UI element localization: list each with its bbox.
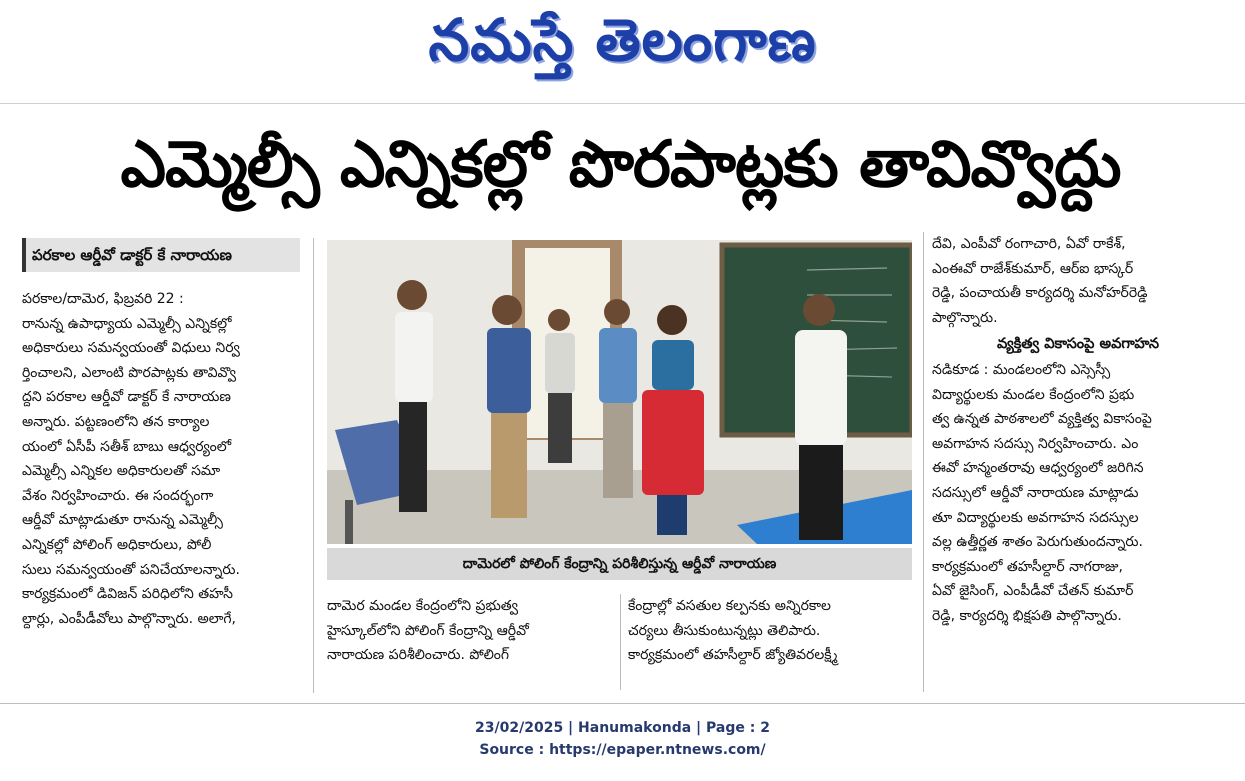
column-divider (620, 594, 621, 690)
text-line: వేశం నిర్వహించారు. ఈ సందర్భంగా (22, 487, 214, 504)
text-line: రానున్న ఉపాధ్యాయ ఎమ్మెల్సీ ఎన్నికల్లో (22, 315, 232, 332)
text-line: నారాయణ పరిశీలించారు. పోలింగ్ (327, 647, 510, 664)
text-line: ఆర్డీవో మాట్లాడుతూ రానున్న ఎమ్మెల్సీ (22, 512, 223, 529)
text-line: సదస్సులో ఆర్డీవో నారాయణ మాట్లాడు (932, 484, 1139, 501)
text-line: తూ విద్యార్థులకు అవగాహన సదస్సుల (932, 509, 1139, 526)
text-line: ఎమ్మెల్సీ ఎన్నికల అధికారులతో సమా (22, 463, 221, 480)
text-line: పరకాల/దామెర, ఫిబ్రవరి 22 : (22, 291, 184, 307)
article-column-3 (628, 594, 915, 689)
headline: ఎమ్మెల్సీ ఎన్నికల్లో పొరపాట్లకు తావివ్వొద్దు (120, 128, 1121, 202)
text-line: ద్దని పరకాల ఆర్డీవో డాక్టర్ కే నారాయణ (22, 389, 231, 406)
bottom-rule (0, 703, 1245, 704)
text-line: ఏవో జైసింగ్, ఎంపీడీవో చేతన్ కుమార్ (932, 583, 1134, 600)
text-line: పాల్గొన్నారు. (932, 309, 998, 326)
top-rule (0, 103, 1245, 104)
column-divider (923, 232, 924, 692)
text-line: నడికూడ : మండలంలోని ఎస్సెస్సీ (932, 361, 1111, 378)
text-line: రెడ్డి, కార్యదర్శి భిక్షపతి పాల్గొన్నారు. (932, 607, 1122, 624)
article-column-2 (327, 594, 614, 689)
text-line: ర్తించాలని, ఎలాంటి పొరపాట్లకు తావివ్వొ (22, 364, 237, 381)
news-photo (327, 240, 912, 544)
footer-source: Source : https://epaper.ntnews.com/ (479, 742, 766, 758)
text-line: అన్నారు. పట్టణంలోని తన కార్యాల (22, 413, 210, 430)
text-line: సులు సమన్వయంతో పనిచేయాలన్నారు. (22, 561, 240, 578)
sub-headline: వ్యక్తిత్వ వికాసంపై అవగాహన (996, 336, 1160, 353)
photo-caption: దామెరలో పోలింగ్ కేంద్రాన్ని పరిశీలిస్తున్న ఆర్డీవో నారాయణ (327, 548, 912, 580)
text-line: రెడ్డి, పంచాయతీ కార్యదర్శి మనోహర్‌రెడ్డి (932, 285, 1148, 302)
footer-date-edition: 23/02/2025 | Hanumakonda | Page : 2 (475, 720, 770, 736)
text-line: హైస్కూల్‌లోని పోలింగ్ కేంద్రాన్ని ఆర్డీవో (327, 622, 529, 639)
text-line: కేంద్రాల్లో వసతుల కల్పనకు అన్నిరకాల (628, 598, 831, 614)
newspaper-logo: నమస్తే తెలంగాణ (428, 6, 817, 74)
text-line: ఎన్నికల్లో పోలింగ్ అధికారులు, పోలీ (22, 536, 212, 553)
text-line: వల్ల ఉత్తీర్ణత శాతం పెరుగుతుందన్నారు. (932, 534, 1143, 551)
photo-illustration (327, 240, 912, 544)
byline: పరకాల ఆర్డీవో డాక్టర్ కే నారాయణ (22, 238, 300, 272)
text-line: అధికారులు సమన్వయంతో విధులు నిర్వ (22, 340, 240, 357)
article-column-4 (932, 232, 1224, 692)
text-line: యంలో ఏసీపీ సతీశ్ బాబు ఆధ్వర్యంలో (22, 438, 232, 455)
masthead (0, 0, 1245, 100)
text-line: కార్యక్రమంలో తహసీల్దార్ నాగరాజు, (932, 558, 1123, 575)
text-line: ఈవో హన్మంతరావు ఆధ్వర్యంలో జరిగిన (932, 460, 1144, 477)
text-line: కార్యక్రమంలో తహసీల్దార్ జ్యోతివరలక్ష్మీ (628, 647, 838, 664)
text-line: దామెర మండల కేంద్రంలోని ప్రభుత్వ (327, 598, 519, 614)
text-line: ఎంఈవో రాజేశ్‌కుమార్, ఆర్ఐ భాస్కర్ (932, 260, 1134, 277)
column-divider (313, 238, 314, 693)
text-line: అవగాహన సదస్సు నిర్వహించారు. ఎం (932, 435, 1139, 452)
article-column-1 (22, 287, 304, 687)
text-line: దేవి, ఎంపీవో రంగాచారి, ఏవో రాకేశ్, (932, 236, 1126, 252)
text-line: ల్దార్లు, ఎంపీడీవోలు పాల్గొన్నారు. అలాగే, (22, 610, 236, 627)
text-line: కార్యక్రమంలో డివిజన్ పరిధిలోని తహసీ (22, 586, 233, 603)
text-line: విద్యార్థులకు మండల కేంద్రంలోని ప్రభు (932, 386, 1135, 403)
text-line: చర్యలు తీసుకుంటున్నట్లు తెలిపారు. (628, 622, 821, 639)
text-line: త్వ ఉన్నత పాఠశాలలో వ్యక్తిత్వ వికాసంపై (932, 411, 1152, 428)
